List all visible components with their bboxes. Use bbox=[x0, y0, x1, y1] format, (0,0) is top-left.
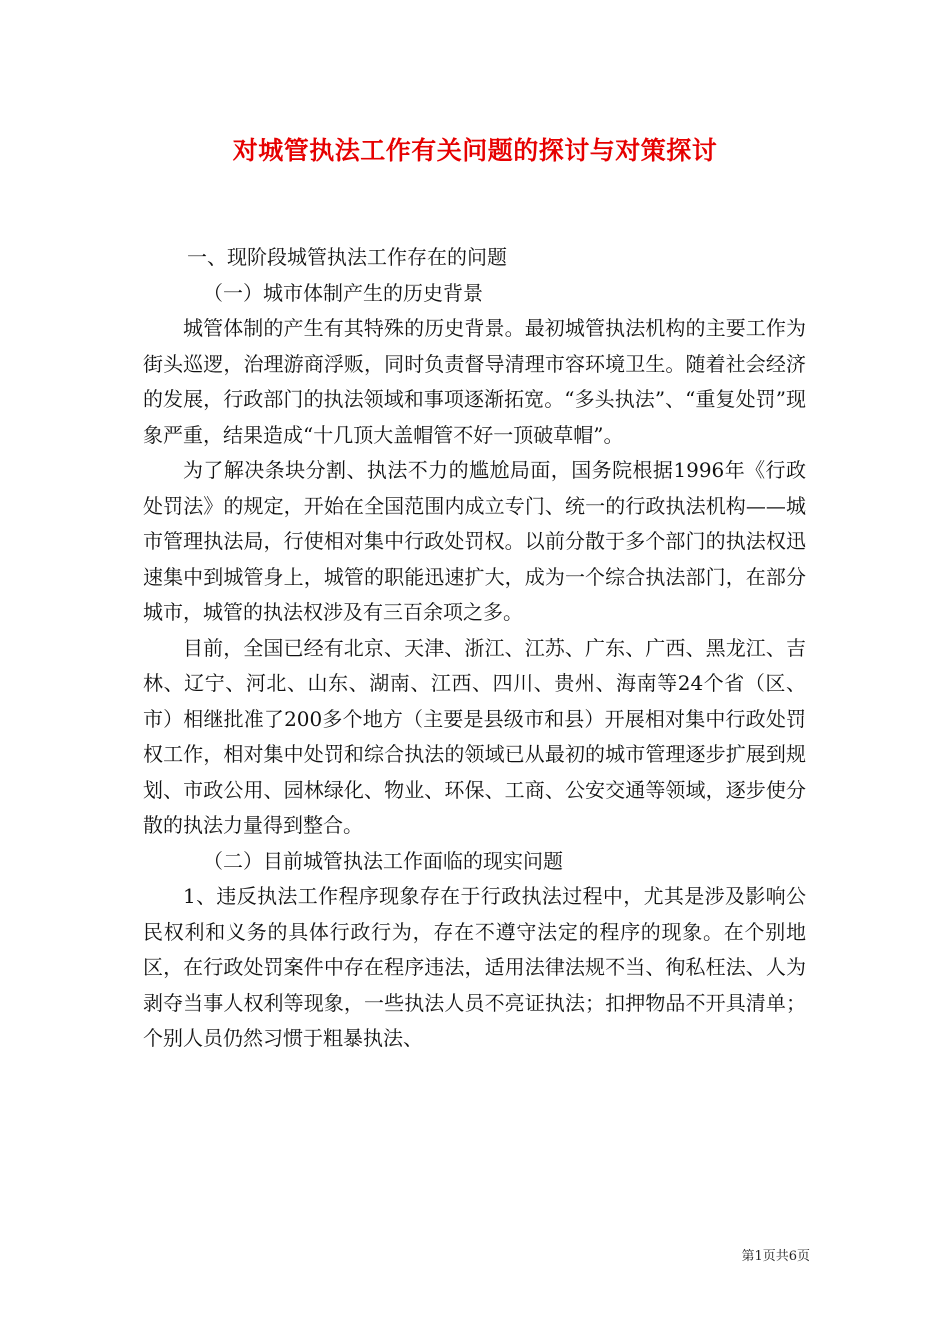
section-heading-1: 一、现阶段城管执法工作存在的问题 bbox=[187, 245, 507, 269]
document-body bbox=[143, 240, 806, 1057]
page-number-footer: 第1页共6页 bbox=[741, 1249, 810, 1264]
paragraph-3: 目前，全国已经有北京、天津、浙江、江苏、广东、广西、黑龙江、吉林、辽宁、河北、山东、湖南、江西、四川、贵州、海南等24个省（区、市）相继批准了200多个地方（主要是县级市和县）开展相对集中行政处罚权工作，相对集中处罚和综合执法的领域已从最初的城市管理逐步扩展到规划、市政公用、园林绿化、物业、环保、工商、公安交通等领域，逐步使分散的执法力量得到整合。 bbox=[143, 635, 806, 837]
paragraph-4: 1、违反执法工作程序现象存在于行政执法过程中，尤其是涉及影响公民权利和义务的具体行政行为，存在不遵守法定的程序的现象。在个别地区，在行政处罚案件中存在程序违法，适用法律法规不当、徇私枉法、人为剥夺当事人权利等现象，一些执法人员不亮证执法；扣押物品不开具清单；个别人员仍然习惯于粗暴执法、 bbox=[143, 884, 806, 1050]
subsection-heading-1: （一）城市体制产生的历史背景 bbox=[203, 280, 483, 305]
subsection-heading-2: （二）目前城管执法工作面临的现实问题 bbox=[203, 848, 563, 873]
paragraph-1: 城管体制的产生有其特殊的历史背景。最初城管执法机构的主要工作为街头巡逻，治理游商浮贩，同时负责督导清理市容环境卫生。随着社会经济的发展，行政部门的执法领域和事项逐渐拓宽。“多头执法”、“重复处罚”现象严重，结果造成“十几顶大盖帽管不好一顶破草帽”。 bbox=[143, 316, 806, 447]
document-title: 对城管执法工作有关问题的探讨与对策探讨 bbox=[232, 136, 718, 165]
paragraph-2: 为了解决条块分割、执法不力的尴尬局面，国务院根据1996年《行政处罚法》的规定，开始在全国范围内成立专门、统一的行政执法机构——城市管理执法局，行使相对集中行政处罚权。以前分散于多个部门的执法权迅速集中到城管身上，城管的职能迅速扩大，成为一个综合执法部门，在部分城市，城管的执法权涉及有三百余项之多。 bbox=[143, 458, 806, 624]
